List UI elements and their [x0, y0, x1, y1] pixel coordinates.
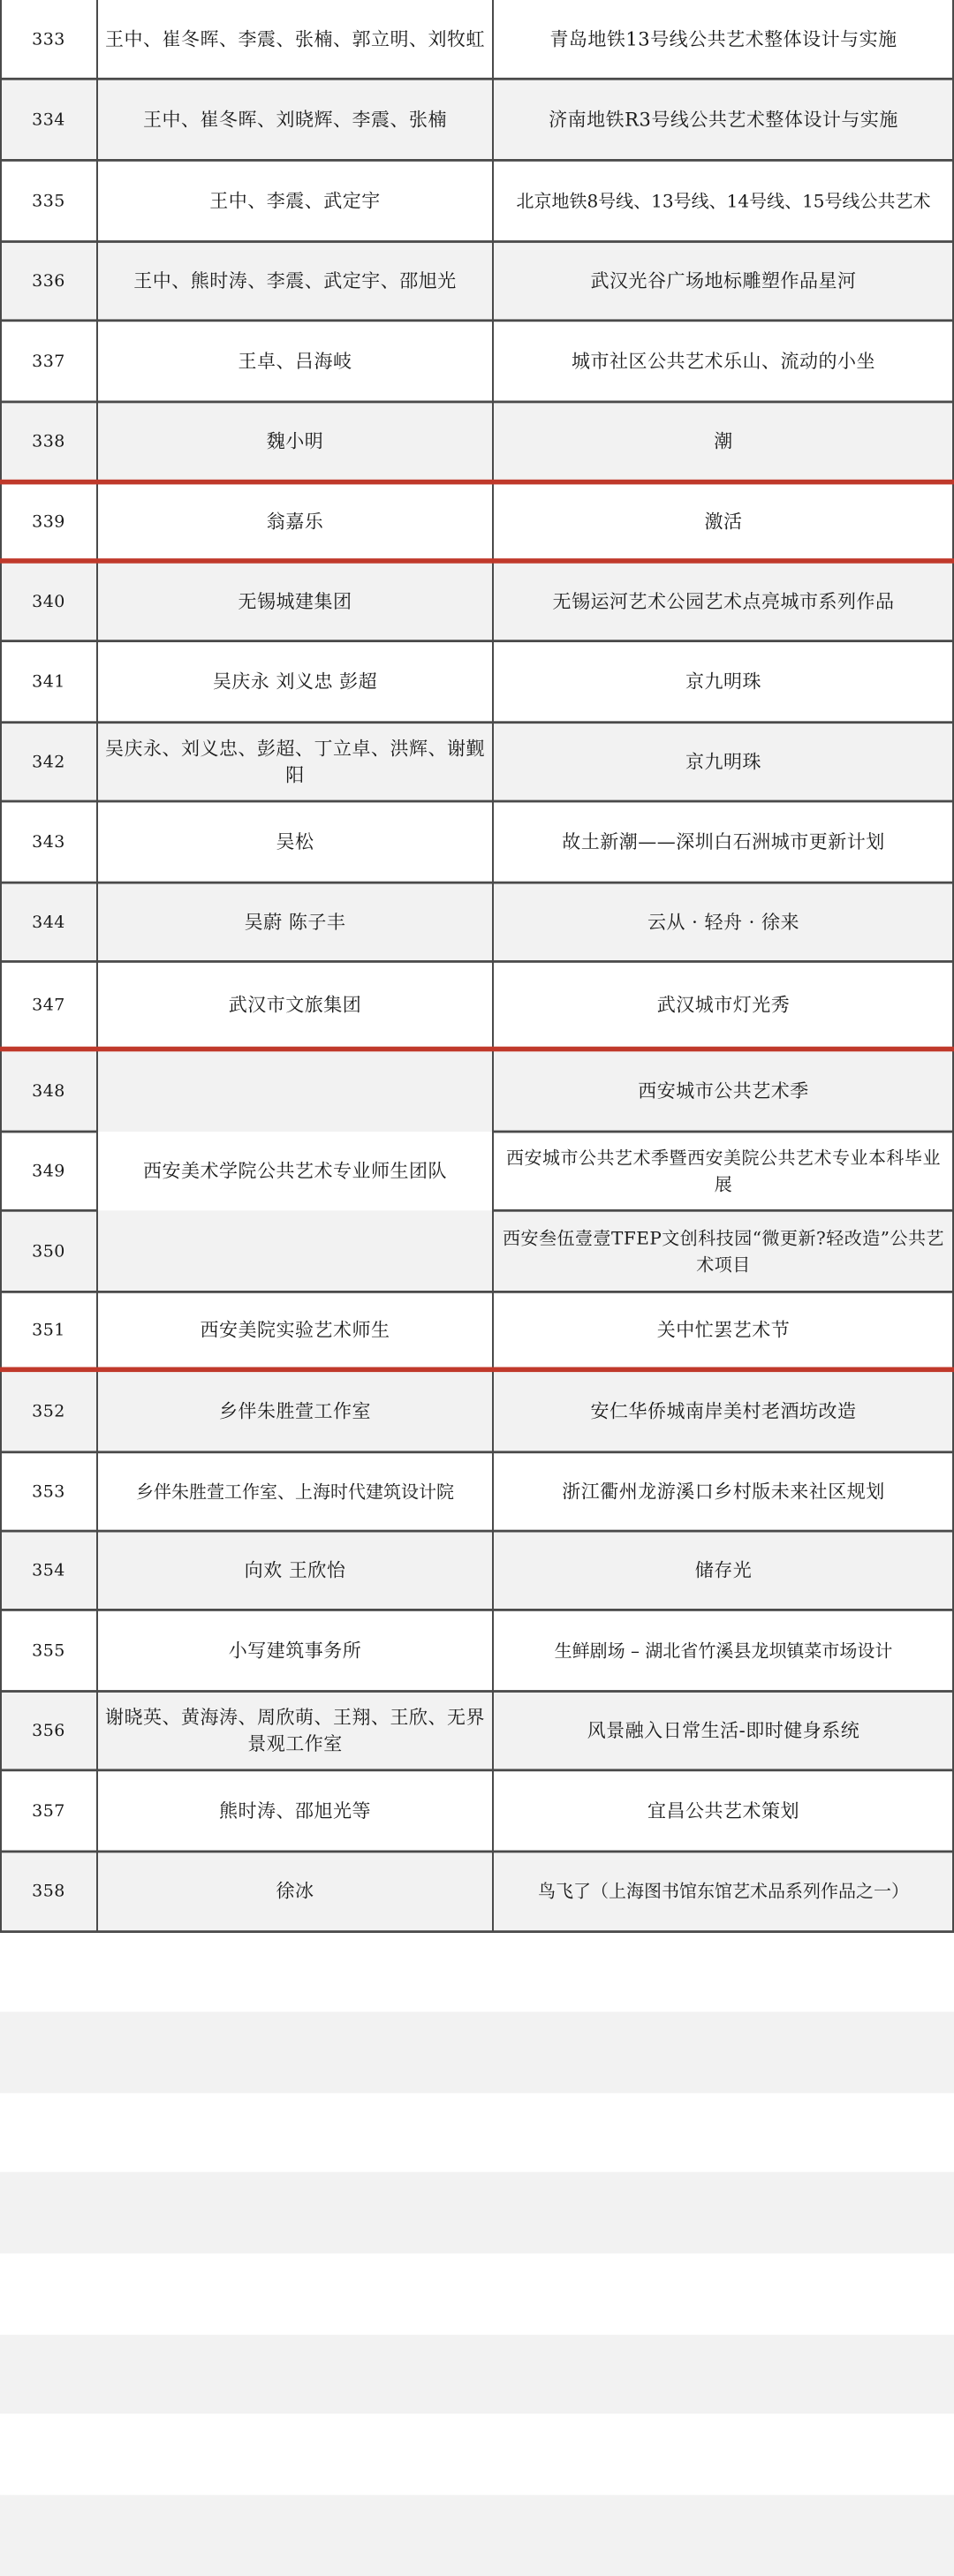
author-cell: 翁嘉乐 — [266, 511, 324, 533]
author-cell: 吴庆永 刘义忠 彭超 — [212, 671, 378, 693]
row-number: 333 — [32, 29, 65, 49]
row-number: 351 — [32, 1320, 65, 1340]
work-cell: 生鲜剧场 – 湖北省竹溪县龙坝镇菜市场设计 — [554, 1640, 893, 1662]
work-cell: 激活 — [704, 511, 743, 533]
work-cell: 鸟飞了（上海图书馆东馆艺术品系列作品之一） — [538, 1880, 909, 1902]
row-number: 335 — [32, 191, 65, 211]
row-number: 344 — [32, 912, 65, 932]
work-cell: 浙江衢州龙游溪口乡村版未来社区规划 — [562, 1481, 885, 1503]
work-cell: 宜昌公共艺术策划 — [647, 1799, 799, 1822]
row-number: 358 — [32, 1881, 65, 1901]
work-cell: 京九明珠 — [685, 751, 761, 773]
author-cell: 乡伴朱胜萱工作室、上海时代建筑设计院 — [136, 1481, 454, 1503]
author-cell: 向欢 王欣怡 — [244, 1559, 346, 1581]
work-cell: 关中忙罢艺术节 — [656, 1319, 791, 1341]
row-number: 334 — [32, 110, 65, 130]
row-number: 347 — [32, 995, 65, 1015]
row-number: 350 — [32, 1241, 65, 1261]
work-cell: 西安城市公共艺术季暨西安美院公共艺术专业本科毕业展 — [506, 1147, 941, 1195]
author-cell: 西安美院实验艺术师生 — [200, 1319, 390, 1341]
row-number: 340 — [32, 591, 65, 611]
author-cell: 吴庆永、刘义忠、彭超、丁立卓、洪辉、谢觐阳 — [105, 738, 485, 786]
author-cell: 乡伴朱胜萱工作室 — [219, 1400, 371, 1422]
work-cell: 云从 · 轻舟 · 徐来 — [647, 911, 800, 933]
row-number: 343 — [32, 832, 65, 852]
work-cell: 济南地铁R3号线公共艺术整体设计与实施 — [549, 109, 898, 131]
author-cell: 小写建筑事务所 — [228, 1640, 362, 1662]
row-number: 348 — [32, 1080, 65, 1101]
row-number: 352 — [32, 1401, 65, 1421]
row-number: 355 — [32, 1640, 65, 1661]
author-cell: 王中、崔冬晖、刘晓辉、李震、张楠 — [143, 109, 447, 131]
work-cell: 北京地铁8号线、13号线、14号线、15号线公共艺术 — [516, 190, 931, 212]
author-cell: 王中、崔冬晖、李震、张楠、郭立明、刘牧虹 — [105, 28, 485, 50]
author-cell: 武汉市文旅集团 — [228, 994, 362, 1016]
work-cell: 无锡运河艺术公园艺术点亮城市系列作品 — [552, 590, 895, 612]
row-number: 342 — [32, 752, 65, 772]
author-cell: 徐冰 — [276, 1880, 314, 1902]
work-cell: 青岛地铁13号线公共艺术整体设计与实施 — [549, 28, 897, 50]
author-cell-merged: 西安美术学院公共艺术专业师生团队 — [143, 1160, 447, 1182]
work-cell: 城市社区公共艺术乐山、流动的小坐 — [572, 350, 875, 372]
row-number: 357 — [32, 1800, 65, 1821]
work-cell: 京九明珠 — [685, 671, 761, 693]
author-cell: 吴蔚 陈子丰 — [244, 911, 346, 933]
work-cell: 西安城市公共艺术季 — [638, 1080, 809, 1102]
row-number: 349 — [32, 1161, 65, 1181]
work-cell: 潮 — [714, 430, 733, 452]
row-number: 336 — [32, 271, 65, 292]
work-cell: 储存光 — [694, 1559, 753, 1581]
author-cell: 魏小明 — [266, 430, 324, 452]
work-cell: 风景融入日常生活-即时健身系统 — [587, 1720, 860, 1742]
work-cell: 安仁华侨城南岸美村老酒坊改造 — [590, 1400, 857, 1422]
author-cell: 王中、李震、武定宇 — [209, 190, 381, 212]
author-cell: 熊时涛、邵旭光等 — [219, 1799, 371, 1822]
author-cell: 无锡城建集团 — [238, 590, 352, 612]
author-cell: 王卓、吕海岐 — [238, 350, 352, 372]
row-number: 339 — [32, 511, 65, 532]
row-number: 341 — [32, 671, 65, 692]
work-cell: 武汉光谷广场地标雕塑作品星河 — [590, 270, 857, 292]
row-number: 354 — [32, 1560, 65, 1580]
work-cell: 故土新潮——深圳白石洲城市更新计划 — [562, 831, 885, 853]
work-cell: 西安叁伍壹壹TFEP文创科技园“微更新?轻改造”公共艺术项目 — [503, 1227, 944, 1276]
author-cell: 王中、熊时涛、李震、武定宇、邵旭光 — [133, 270, 457, 292]
row-number: 353 — [32, 1481, 65, 1502]
row-number: 337 — [32, 351, 65, 371]
row-number: 338 — [32, 431, 65, 451]
author-cell: 谢晓英、黄海涛、周欣萌、王翔、王欣、无界景观工作室 — [105, 1707, 485, 1755]
work-cell: 武汉城市灯光秀 — [656, 994, 791, 1016]
author-cell: 吴松 — [276, 831, 314, 853]
row-number: 356 — [32, 1721, 65, 1741]
